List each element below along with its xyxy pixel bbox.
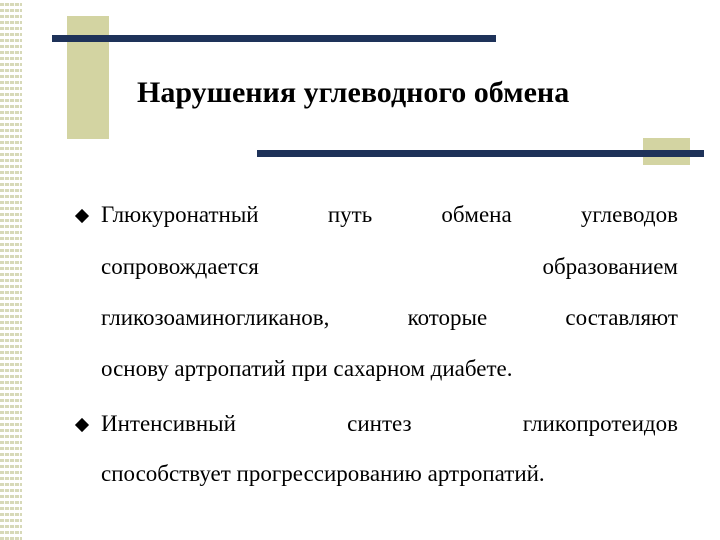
word: Глюкуронатный — [101, 202, 259, 227]
bullet-1-line-3 — [101, 305, 678, 331]
word: образованием — [542, 254, 678, 279]
bullet-1-line-4 — [101, 356, 512, 382]
word: путь — [327, 202, 373, 227]
word: синтез — [347, 411, 412, 436]
word: способствует прогрессированию артропатий. — [101, 461, 545, 486]
word: которые — [407, 305, 488, 330]
word: основу артропатий при сахарном диабете. — [101, 356, 513, 381]
bullet-1-line-1 — [101, 202, 678, 228]
bullet-2-line-2 — [101, 461, 545, 487]
slide-title: Нарушения углеводного обмена — [137, 76, 570, 109]
word: Интенсивный — [101, 411, 236, 436]
navy-bottom-rule — [257, 150, 704, 157]
bullet-2-line-1 — [101, 411, 678, 437]
word: углеводов — [580, 202, 678, 227]
bullet-1-marker-icon — [75, 209, 89, 223]
word: составляют — [565, 305, 678, 330]
word: гликопротеидов — [522, 411, 678, 436]
navy-top-rule — [52, 35, 496, 42]
bullet-1-line-2 — [101, 254, 678, 280]
word: сопровождается — [101, 254, 259, 279]
bullet-2-marker-icon — [75, 418, 89, 432]
word: гликозоаминогликанов, — [101, 305, 330, 330]
left-stripe-decoration — [0, 0, 22, 540]
word: обмена — [441, 202, 512, 227]
